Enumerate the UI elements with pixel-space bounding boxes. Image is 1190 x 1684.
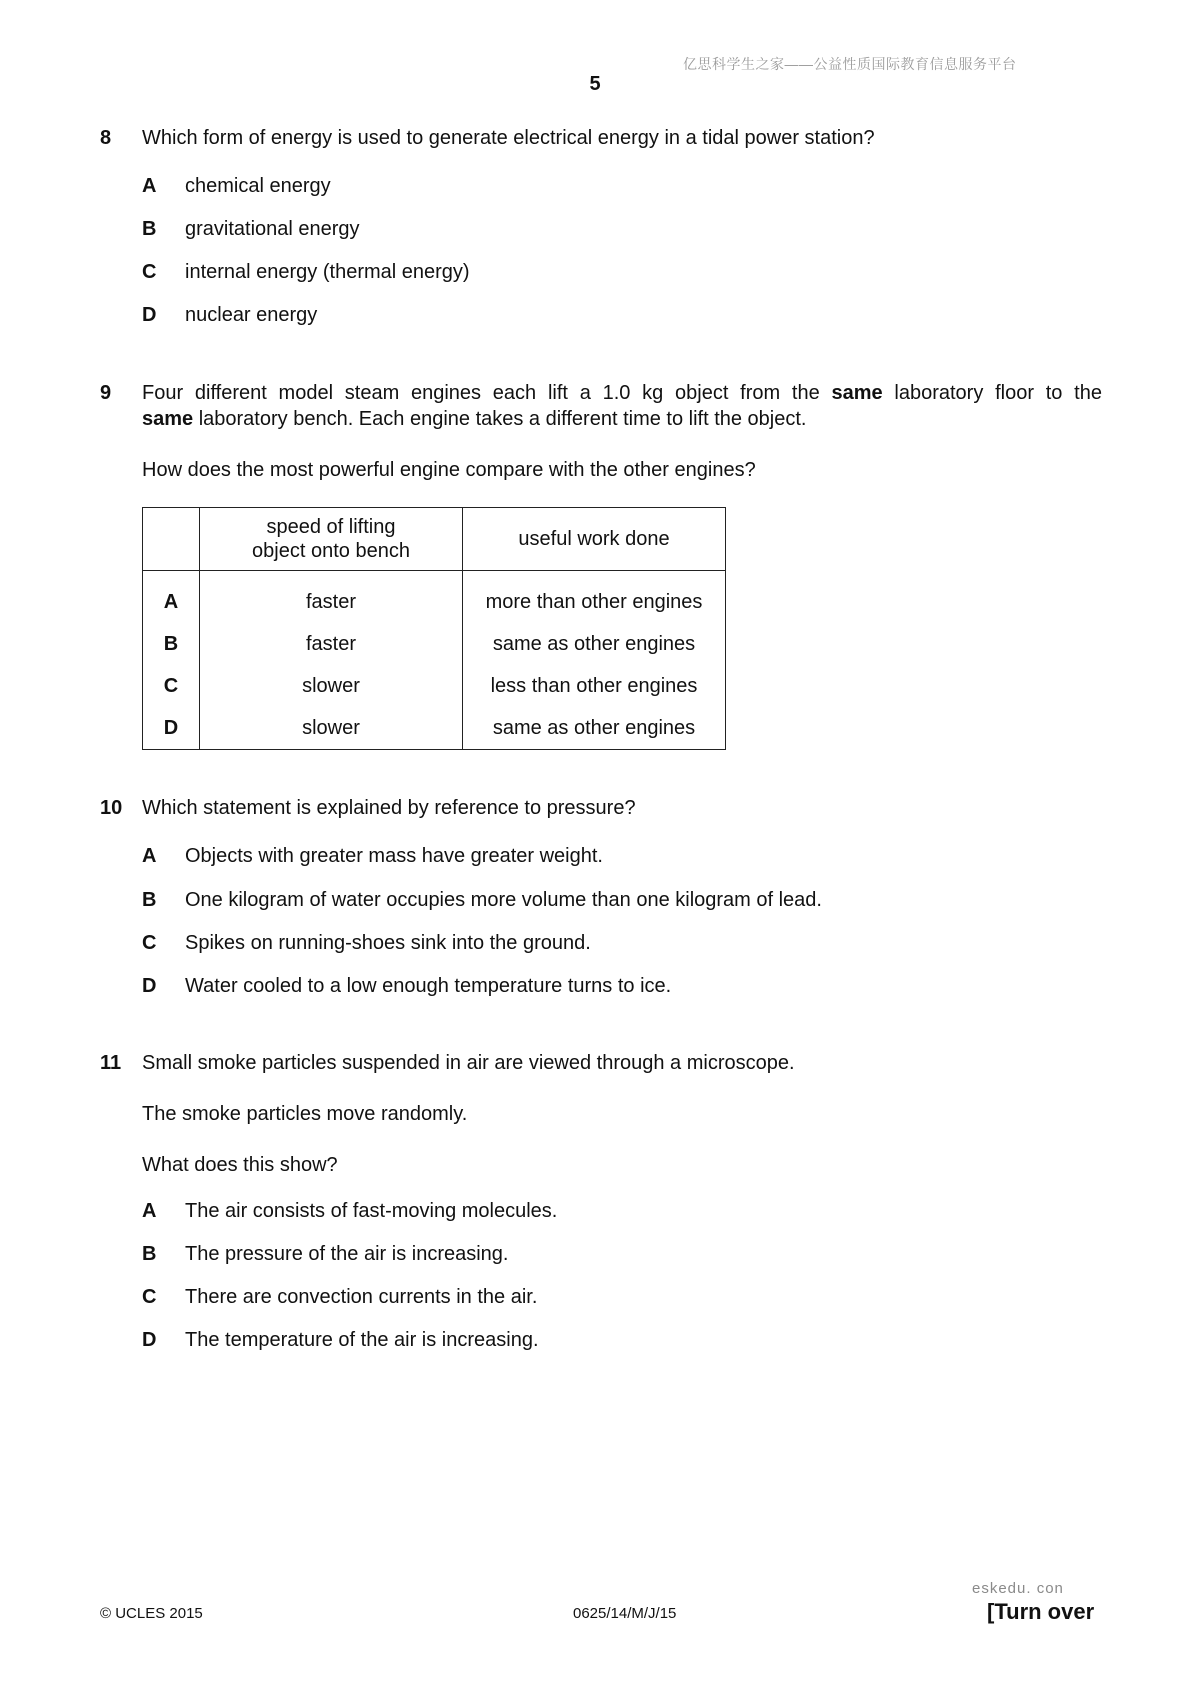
question-text-line-2: same laboratory bench. Each engine takes a different time to lift the object. (142, 408, 807, 430)
table-row (143, 571, 726, 624)
question-number: 9 (100, 382, 112, 404)
question-number: 11 (100, 1052, 122, 1074)
option-text: chemical energy (185, 175, 331, 197)
option-text: gravitational energy (185, 218, 360, 240)
option-letter: B (142, 1243, 157, 1265)
page-number: 5 (589, 73, 601, 95)
table-row (143, 665, 726, 707)
option-letter: D (142, 975, 157, 997)
option-text: There are convection currents in the air. (185, 1286, 538, 1308)
row-work: same as other engines (463, 707, 726, 750)
footer-watermark: eskedu. con (972, 1580, 1064, 1597)
question-number: 10 (100, 797, 123, 819)
option-letter: C (142, 1286, 157, 1308)
question-prompt: How does the most powerful engine compare with the other engines? (142, 459, 756, 481)
question-line-3: What does this show? (142, 1154, 338, 1176)
turn-over-label: [Turn over (987, 1599, 1095, 1624)
option-letter: D (142, 1329, 157, 1351)
question-number: 8 (100, 127, 112, 149)
option-text: The temperature of the air is increasing. (185, 1329, 539, 1351)
question-line-2: The smoke particles move randomly. (142, 1103, 468, 1125)
row-letter: B (143, 623, 200, 665)
option-text: The air consists of fast-moving molecules. (185, 1200, 558, 1222)
row-work: more than other engines (463, 571, 726, 624)
table-header-work: useful work done (463, 508, 726, 571)
row-speed: faster (200, 623, 463, 665)
question-text-line-1: Four different model steam engines each lift a 1.0 kg object from the same laboratory floor to the (142, 382, 1102, 404)
table-row (143, 707, 726, 750)
option-letter: A (142, 1200, 157, 1222)
option-text: Objects with greater mass have greater weight. (185, 845, 603, 867)
option-letter: A (142, 175, 157, 197)
option-letter: B (142, 218, 157, 240)
option-text: Water cooled to a low enough temperature turns to ice. (185, 975, 672, 997)
footer-copyright: © UCLES 2015 (100, 1605, 203, 1622)
option-text: The pressure of the air is increasing. (185, 1243, 509, 1265)
option-letter: A (142, 845, 157, 867)
row-speed: slower (200, 665, 463, 707)
row-work: same as other engines (463, 623, 726, 665)
option-letter: C (142, 932, 157, 954)
question-text: Which form of energy is used to generate electrical energy in a tidal power station? (142, 127, 875, 149)
option-letter: C (142, 261, 157, 283)
option-letter: D (142, 304, 157, 326)
row-work: less than other engines (463, 665, 726, 707)
row-speed: slower (200, 707, 463, 750)
option-text: One kilogram of water occupies more volume than one kilogram of lead. (185, 889, 822, 911)
row-letter: A (143, 571, 200, 624)
option-text: Spikes on running-shoes sink into the ground. (185, 932, 591, 954)
footer-paper-code: 0625/14/M/J/15 (573, 1605, 677, 1622)
option-text: internal energy (thermal energy) (185, 261, 470, 283)
table-header-speed: speed of lifting object onto bench (200, 508, 463, 571)
table-row (143, 623, 726, 665)
row-letter: C (143, 665, 200, 707)
answer-table (142, 507, 726, 750)
option-text: nuclear energy (185, 304, 318, 326)
row-letter: D (143, 707, 200, 750)
option-letter: B (142, 889, 157, 911)
question-text: Small smoke particles suspended in air are viewed through a microscope. (142, 1052, 795, 1074)
question-text: Which statement is explained by reference to pressure? (142, 797, 636, 819)
header-watermark: 亿思科学生之家——公益性质国际教育信息服务平台 (683, 56, 1017, 72)
table-header-blank (143, 508, 200, 571)
row-speed: faster (200, 571, 463, 624)
